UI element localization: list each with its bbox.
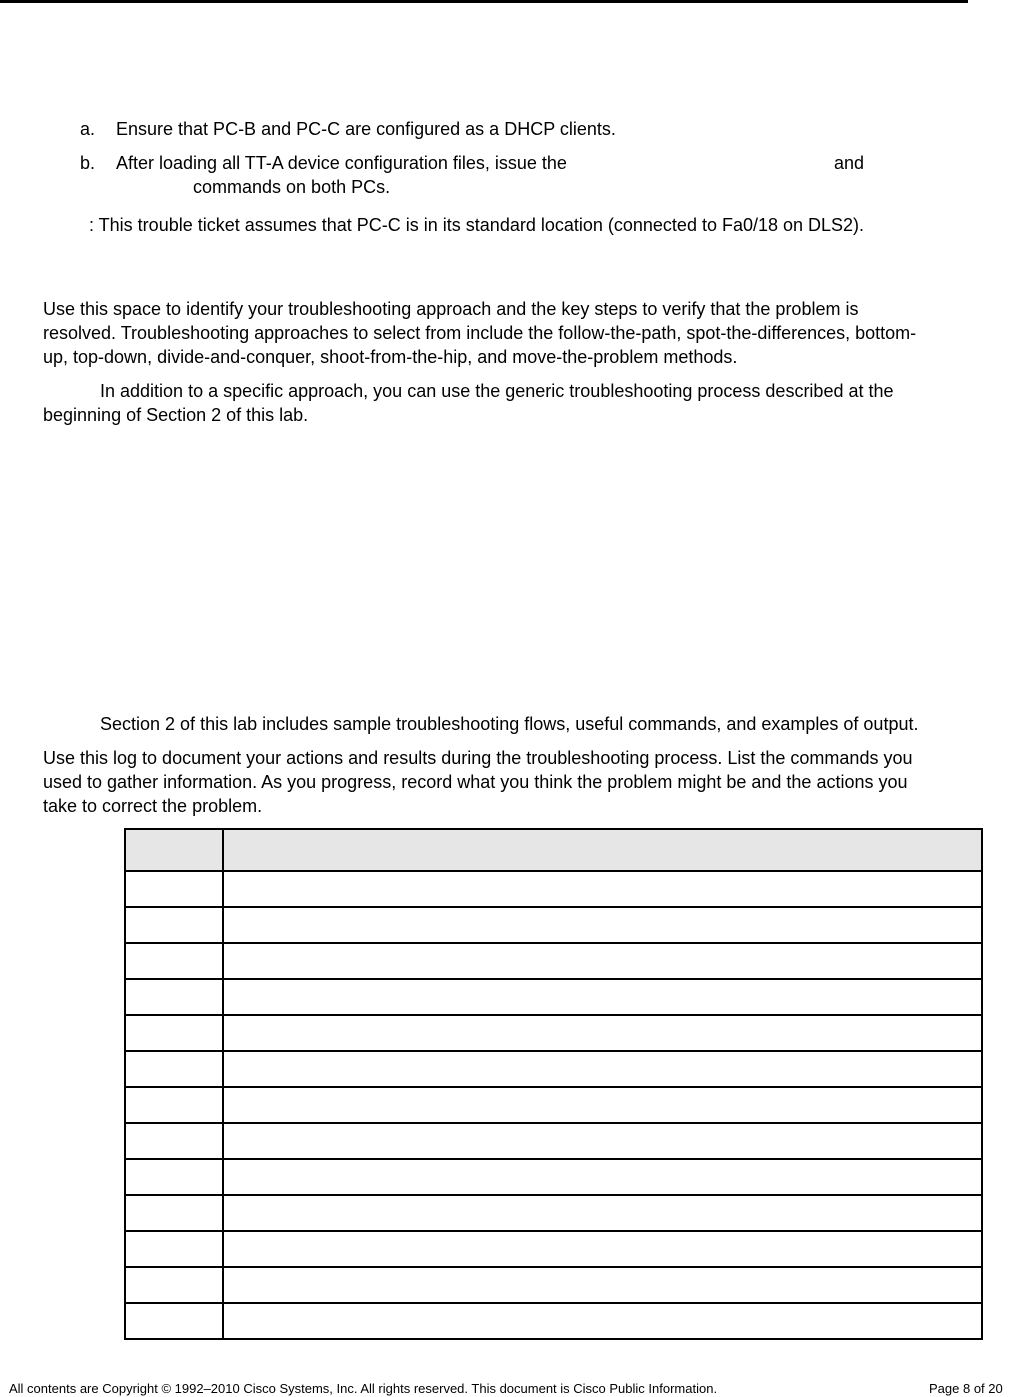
- table-cell-action[interactable]: [223, 1231, 982, 1267]
- table-row: [125, 1159, 982, 1195]
- table-cell-action[interactable]: [223, 871, 982, 907]
- table-cell-step[interactable]: [125, 979, 223, 1015]
- table-row: [125, 1195, 982, 1231]
- approach-line: Use this space to identify your troubleshooting approach and the key steps to verify that the problem is: [43, 299, 859, 319]
- table-cell-step[interactable]: [125, 1051, 223, 1087]
- step-b-letter: b.: [80, 153, 96, 173]
- table-cell-action[interactable]: [223, 979, 982, 1015]
- table-row: [125, 1051, 982, 1087]
- table-cell-step[interactable]: [125, 1159, 223, 1195]
- table-row: [125, 943, 982, 979]
- table-cell-step[interactable]: [125, 1087, 223, 1123]
- log-line: used to gather information. As you progress, record what you think the problem might be and the actions you: [43, 772, 908, 792]
- troubleshooting-log-table: [124, 828, 983, 1340]
- table-cell-step[interactable]: [125, 871, 223, 907]
- generic-process-line: In addition to a specific approach, you can use the generic troubleshooting process described at the: [100, 381, 894, 401]
- step-b-text-part2: and: [834, 153, 865, 173]
- approach-line: up, top-down, divide-and-conquer, shoot-from-the-hip, and move-the-problem methods.: [43, 347, 738, 367]
- table-cell-action[interactable]: [223, 943, 982, 979]
- table-cell-action[interactable]: [223, 1267, 982, 1303]
- table-cell-action[interactable]: [223, 1015, 982, 1051]
- table-row: [125, 979, 982, 1015]
- table-cell-action[interactable]: [223, 1195, 982, 1231]
- table-cell-step[interactable]: [125, 943, 223, 979]
- note-text: : This trouble ticket assumes that PC-C is in its standard location (connected to Fa0/18 on DLS2).: [89, 215, 865, 235]
- table-cell-action[interactable]: [223, 1159, 982, 1195]
- table-row: [125, 1267, 982, 1303]
- table-body: [125, 871, 982, 1339]
- table-cell-step[interactable]: [125, 1123, 223, 1159]
- log-line: take to correct the problem.: [43, 796, 263, 816]
- table-row: [125, 871, 982, 907]
- table-cell-step[interactable]: [125, 1231, 223, 1267]
- table-cell-action[interactable]: [223, 1123, 982, 1159]
- step-b-text-part3: commands on both PCs.: [193, 177, 391, 197]
- table-cell-step[interactable]: [125, 907, 223, 943]
- top-rule: [0, 0, 968, 3]
- table-cell-action[interactable]: [223, 1087, 982, 1123]
- table-cell-step[interactable]: [125, 1303, 223, 1339]
- generic-process-line: beginning of Section 2 of this lab.: [43, 405, 309, 425]
- table-row: [125, 1231, 982, 1267]
- table-header-row: [125, 829, 982, 871]
- table-row: [125, 1303, 982, 1339]
- table-cell-step[interactable]: [125, 1195, 223, 1231]
- step-b-text-part1: After loading all TT-A device configuration files, issue the: [116, 153, 567, 173]
- step-a-text: Ensure that PC-B and PC-C are configured as a DHCP clients.: [116, 119, 616, 139]
- step-a-letter: a.: [80, 119, 96, 139]
- table-row: [125, 907, 982, 943]
- table-row: [125, 1087, 982, 1123]
- footer-page-number: Page 8 of 20: [929, 1381, 1003, 1396]
- footer-copyright: All contents are Copyright © 1992–2010 Cisco Systems, Inc. All rights reserved. This document is Cisco Public Information.: [9, 1381, 718, 1396]
- header-cell-step: [125, 829, 223, 871]
- table-row: [125, 1123, 982, 1159]
- table-row: [125, 1015, 982, 1051]
- table-cell-step[interactable]: [125, 1015, 223, 1051]
- table-cell-action[interactable]: [223, 1303, 982, 1339]
- log-line: Use this log to document your actions and results during the troubleshooting process. List the commands you: [43, 748, 913, 768]
- table-cell-action[interactable]: [223, 907, 982, 943]
- approach-line: resolved. Troubleshooting approaches to select from include the follow-the-path, spot-the-differences, bottom-: [43, 323, 917, 343]
- section2-note: Section 2 of this lab includes sample troubleshooting flows, useful commands, and examples of output.: [100, 714, 919, 734]
- table-cell-action[interactable]: [223, 1051, 982, 1087]
- header-cell-action: [223, 829, 982, 871]
- table-cell-step[interactable]: [125, 1267, 223, 1303]
